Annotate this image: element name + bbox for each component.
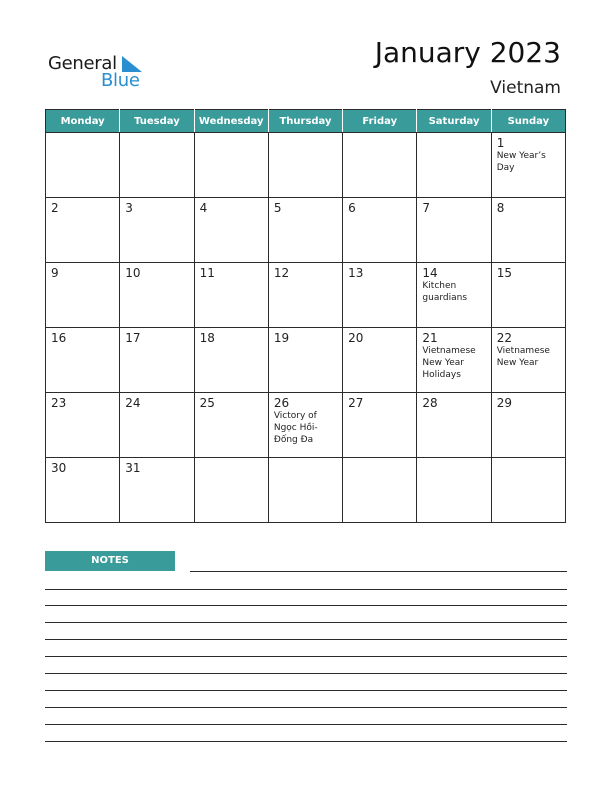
day-number: 11 [199,266,215,280]
day-number: 5 [273,201,282,215]
note-line [45,741,567,742]
day-cell[interactable] [343,393,417,458]
note-line [45,673,567,674]
day-cell[interactable] [120,393,194,458]
logo-text-blue: Blue [101,70,140,91]
day-cell[interactable] [417,393,491,458]
day-number: 24 [125,396,141,410]
day-cell[interactable] [46,328,120,393]
holiday-label: Vietnamese New Year Holidays [422,346,476,380]
day-cell[interactable] [194,198,268,263]
day-number: 29 [496,396,512,410]
day-number: 10 [125,266,141,280]
day-cell[interactable] [194,393,268,458]
day-cell[interactable] [491,458,565,523]
day-number: 9 [51,266,59,280]
day-cell[interactable] [417,328,491,393]
note-line [45,690,567,691]
day-cell[interactable] [268,393,342,458]
day-cell[interactable] [491,328,565,393]
day-number: 1 [496,136,505,150]
week-row [46,328,566,393]
weekday-header-row [46,110,566,133]
weekday-monday: Monday [46,110,120,133]
note-line [45,605,567,606]
day-number: 8 [496,201,505,215]
day-cell[interactable] [120,133,194,198]
holiday-label: Victory of Ngọc Hồi-Đống Đa [273,411,318,445]
calendar-body [46,133,566,523]
day-cell[interactable] [46,198,120,263]
day-cell[interactable] [417,458,491,523]
day-number: 21 [422,331,438,345]
day-cell[interactable] [491,133,565,198]
note-line [45,589,567,590]
day-number: 18 [199,331,215,345]
day-cell[interactable] [417,133,491,198]
day-number: 19 [273,331,290,345]
brand-logo [48,53,158,93]
day-number: 2 [51,201,59,215]
day-cell[interactable] [46,133,120,198]
day-cell[interactable] [194,328,268,393]
weekday-tuesday: Tuesday [120,110,194,133]
day-number: 28 [422,396,438,410]
day-cell[interactable] [268,328,342,393]
day-number: 7 [422,201,431,215]
day-number: 17 [125,331,141,345]
day-number: 6 [348,201,356,215]
weekday-friday: Friday [343,110,417,133]
day-cell[interactable] [491,263,565,328]
day-number: 22 [496,331,512,345]
day-number: 26 [273,396,290,410]
day-cell[interactable] [120,458,194,523]
day-cell[interactable] [268,198,342,263]
day-number: 16 [51,331,67,345]
note-line [190,571,567,572]
week-row [46,133,566,198]
day-number: 20 [348,331,364,345]
week-row [46,263,566,328]
note-line [45,707,567,708]
day-number: 13 [348,266,364,280]
day-cell[interactable] [343,133,417,198]
note-line [45,622,567,623]
day-cell[interactable] [343,198,417,263]
day-number: 15 [496,266,512,280]
weekday-sunday: Sunday [491,110,565,133]
holiday-label: Kitchen guardians [422,281,468,303]
day-cell[interactable] [491,198,565,263]
day-cell[interactable] [120,198,194,263]
note-line [45,656,567,657]
day-cell[interactable] [491,393,565,458]
holiday-label: Vietnamese New Year [496,346,550,368]
day-number: 27 [348,396,364,410]
day-number: 25 [199,396,215,410]
day-cell[interactable] [46,393,120,458]
note-line [45,639,567,640]
day-cell[interactable] [417,198,491,263]
week-row [46,458,566,523]
weekday-thursday: Thursday [268,110,342,133]
day-number: 30 [51,461,67,475]
day-cell[interactable] [194,133,268,198]
holiday-label: New Year’s Day [496,151,546,173]
day-cell[interactable] [120,328,194,393]
note-line [45,724,567,725]
week-row [46,393,566,458]
notes-label: NOTES [45,551,175,571]
day-number: 12 [273,266,290,280]
day-number: 3 [125,201,133,215]
weekday-wednesday: Wednesday [194,110,268,133]
day-cell[interactable] [120,263,194,328]
day-cell[interactable] [417,263,491,328]
weekday-saturday: Saturday [417,110,491,133]
day-cell[interactable] [343,458,417,523]
calendar-grid [45,109,566,523]
day-cell[interactable] [46,263,120,328]
day-number: 4 [199,201,208,215]
day-cell[interactable] [194,458,268,523]
week-row [46,198,566,263]
day-cell[interactable] [46,458,120,523]
country-name: Vietnam [490,78,561,98]
day-number: 23 [51,396,67,410]
day-cell[interactable] [268,458,342,523]
month-title: January 2023 [374,36,561,69]
day-cell[interactable] [343,263,417,328]
day-cell[interactable] [268,263,342,328]
day-cell[interactable] [268,133,342,198]
day-cell[interactable] [194,263,268,328]
day-number: 31 [125,461,141,475]
day-cell[interactable] [343,328,417,393]
logo-text-general: General [48,53,117,74]
day-number: 14 [422,266,438,280]
